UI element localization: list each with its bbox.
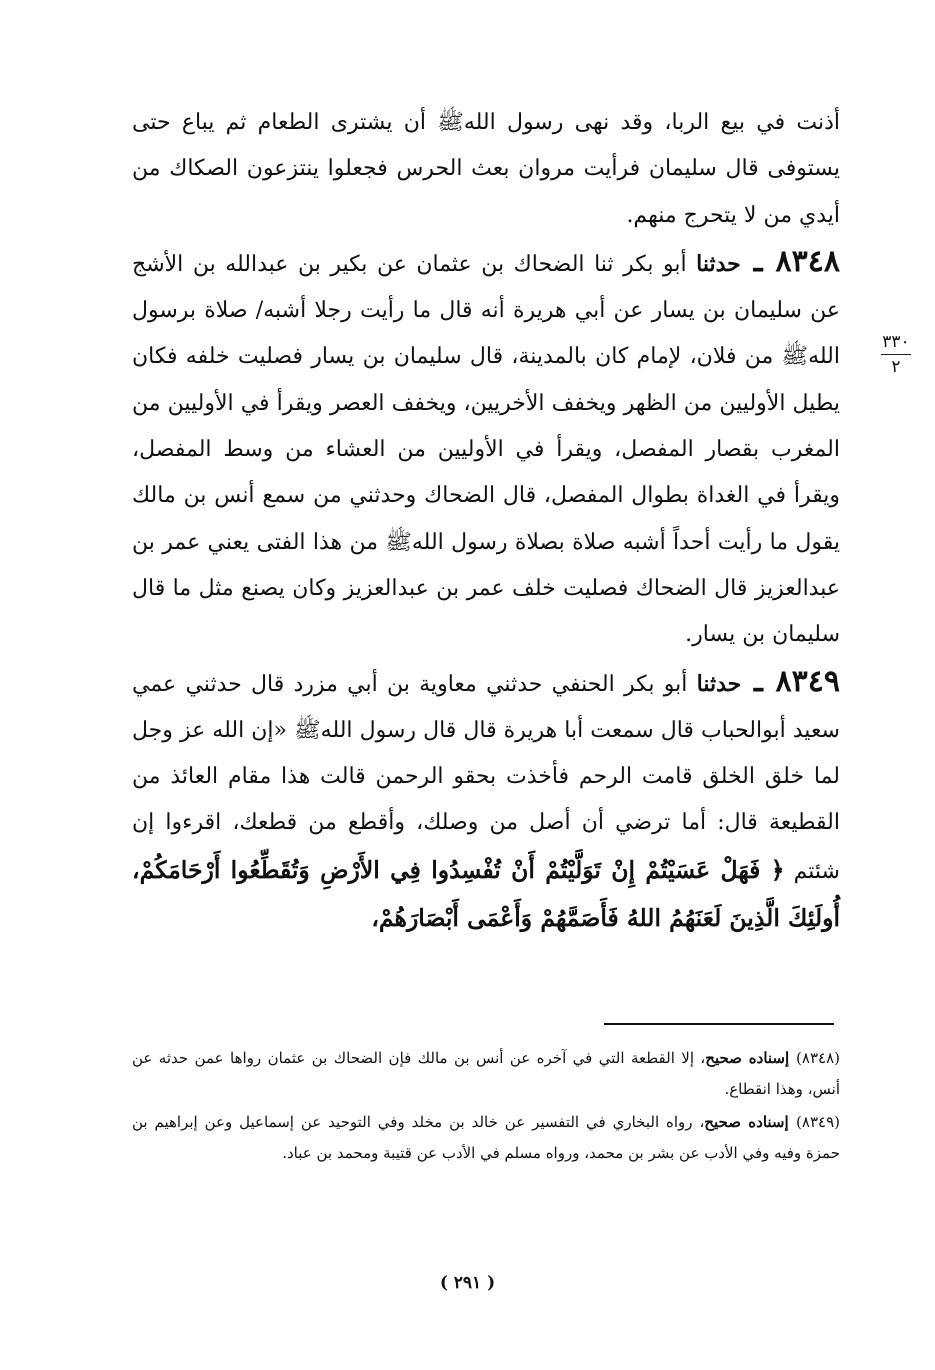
margin-volume-reference [876, 330, 916, 379]
footnote-text: ، إلا القطعة التي في آخره عن أنس بن مالك فإن الضحاك بن عثمان رواها عمن حدثه عن أنس، وهذا انقطاع. [132, 1049, 840, 1098]
main-text [132, 100, 840, 943]
margin-page-number: ٣٣٠ [882, 332, 910, 352]
hadith-8348 [132, 239, 840, 659]
page-number: ( ٢٩١ ) [439, 1273, 496, 1293]
hadith-text: أبو بكر ثنا الضحاك بن عثمان عن بكير بن عبدالله بن الأشج عن سليمان بن يسار عن أبي هريرة أنه قال ما رأيت رجلا أشبه/ صلاة برسول اللهﷺ من فلان، لإمام كان بالمدينة، قال سليمان بن يسار فصليت خلفه فكان يطيل الأوليين من الظهر ويخفف الأخريين، ويخفف العصر ويقرأ في الأوليين من المغرب بقصار المفصل، ويقرأ في الأوليين من العشاء من وسط المفصل، ويقرأ في الغداة بطوال المفصل، قال الضحاك وحدثني من سمع أنس بن مالك يقول ما رأيت أحداً أشبه صلاة بصلاة رسول اللهﷺ من هذا الفتى يعني عمر بن عبدالعزيز قال الضحاك فصليت خلف عمر بن عبدالعزيز وكان يصنع مثل ما قال سليمان بن يسار. [132, 251, 840, 648]
margin-volume-number: ٢ [891, 357, 901, 377]
footnote-divider [604, 1023, 834, 1025]
hadith-number: ٨٣٤٨ [775, 243, 840, 279]
margin-rule [881, 354, 911, 355]
hadith-lead: حدثنا [696, 250, 741, 277]
quran-verse: ﴿ فَهَلْ عَسَيْتُمْ إِنْ تَوَلَّيْتُمْ أَنْ تُفْسِدُوا فِي الأَرْضِ وَتُقَطِّعُوا أَرْحَامَكُمْ، أُولَئِكَ الَّذِينَ لَعَنَهُمُ اللهُ فَأَصَمَّهُمْ وَأَعْمَى أَبْصَارَهُمْ، [132, 855, 840, 933]
footnote-number: (٨٣٤٩) [796, 1113, 840, 1131]
intro-paragraph: أذنت في بيع الربا، وقد نهى رسول اللهﷺ أن يشترى الطعام ثم يباع حتى يستوفى قال سليمان فرأيت مروان بعث الحرس فجعلوا ينتزعون الصكاك من أيدي من لا يتحرج منهم. [132, 110, 840, 228]
footnotes [132, 1043, 840, 1171]
hadith-dash: ـ [741, 663, 776, 699]
footnote-grade: إسناده صحيح [705, 1049, 797, 1067]
footnote-8349 [132, 1107, 840, 1169]
footnote-number: (٨٣٤٨) [796, 1049, 840, 1067]
hadith-lead: حدثنا [696, 670, 742, 697]
hadith-8349 [132, 659, 840, 944]
hadith-text: أبو بكر الحنفي حدثني معاوية بن أبي مزرد قال حدثني عمي سعيد أبوالحباب قال سمعت أبا هريرة قال قال رسول اللهﷺ «إن الله عز وجل لما خلق الخلق قامت الرحم فأخذت بحقو الرحمن قالت هذا مقام العائذ من القطيعة قال: أما ترضي أن أصل من وصلك، وأقطع من قطعك، اقرءوا إن شئتم [132, 671, 840, 884]
hadith-number: ٨٣٤٩ [775, 663, 840, 699]
footnote-8348 [132, 1043, 840, 1105]
footnote-grade: إسناده صحيح [704, 1113, 797, 1131]
hadith-dash: ـ [740, 243, 776, 279]
footnote-text: ، رواه البخاري في التفسير عن خالد بن مخلد وفي التوحيد عن إسماعيل وعن إبراهيم بن حمزة وفيه وفي الأدب عن بشر بن محمد، ورواه مسلم في الأدب عن قتيبة ومحمد بن عباد. [132, 1113, 840, 1162]
